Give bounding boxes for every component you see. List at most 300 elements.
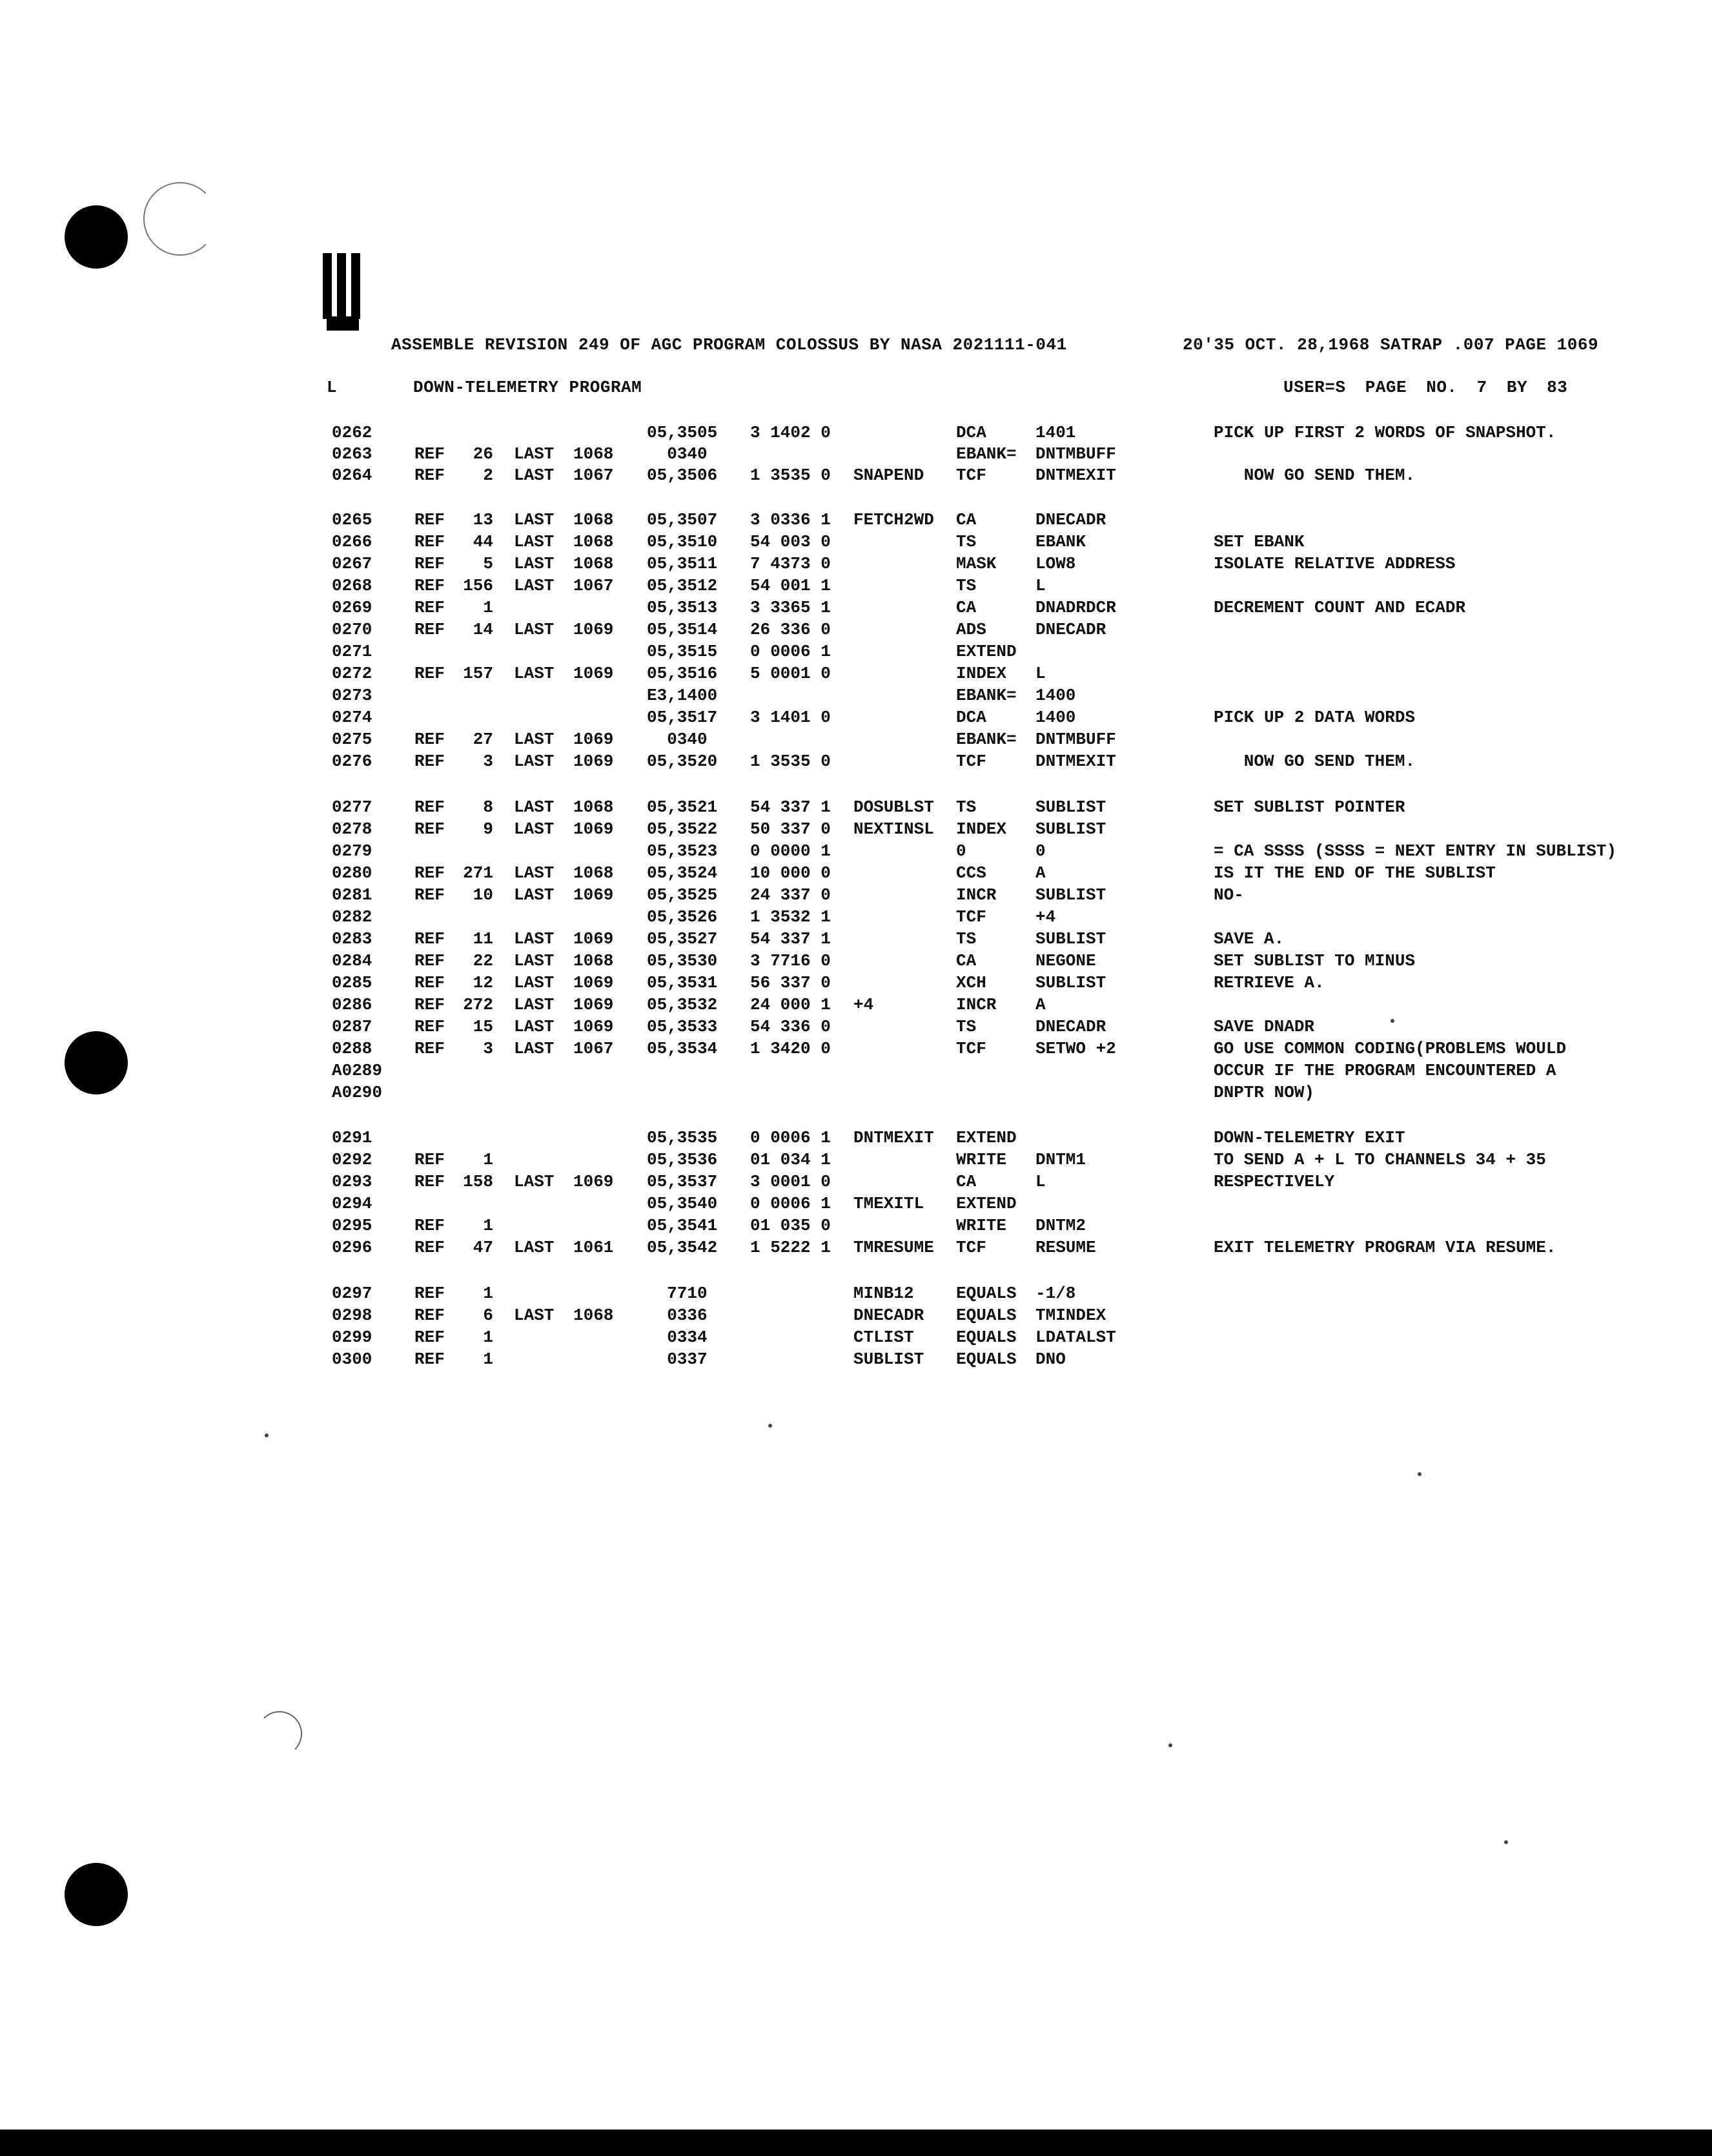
opcode: WRITE	[956, 1216, 1007, 1235]
operand: DNTMEXIT	[1035, 466, 1116, 485]
ref-count: 22	[473, 951, 493, 970]
line-number: 0298	[332, 1306, 372, 1325]
comment: RETRIEVE A.	[1214, 973, 1325, 992]
line-number: A0289	[332, 1061, 383, 1080]
line-number: 0286	[332, 995, 372, 1014]
octal-word: 5 0001 0	[750, 664, 831, 683]
opcode: EBANK=	[956, 730, 1017, 749]
ref-keyword: REF	[414, 1150, 445, 1169]
line-number: 0275	[332, 730, 372, 749]
ref-keyword: REF	[414, 1172, 445, 1191]
operand: -1/8	[1035, 1284, 1076, 1303]
address: 0340	[647, 444, 708, 464]
operand: LOW8	[1035, 554, 1076, 573]
opcode: 0	[956, 841, 966, 861]
octal-word: 7 4373 0	[750, 554, 831, 573]
ref-keyword: REF	[414, 466, 445, 485]
opcode: EBANK=	[956, 686, 1017, 705]
operand: DNTMEXIT	[1035, 752, 1116, 771]
line-number: 0266	[332, 532, 372, 551]
opcode: CCS	[956, 863, 986, 883]
octal-word: 1 3535 0	[750, 466, 831, 485]
last-keyword: LAST	[514, 620, 555, 639]
last-page: 1069	[573, 730, 614, 749]
opcode: XCH	[956, 973, 986, 992]
octal-word: 1 3535 0	[750, 752, 831, 771]
ref-count: 3	[483, 752, 493, 771]
ref-count: 156	[463, 576, 493, 595]
date-page-header: 20'35 OCT. 28,1968 SATRAP .007 PAGE 1069	[1183, 335, 1599, 354]
line-number: 0294	[332, 1194, 372, 1213]
ref-count: 5	[483, 554, 493, 573]
comment: OCCUR IF THE PROGRAM ENCOUNTERED A	[1214, 1061, 1556, 1080]
opcode: INCR	[956, 995, 997, 1014]
opcode: TS	[956, 797, 977, 817]
opcode: WRITE	[956, 1150, 1007, 1169]
punch-hole-top	[65, 205, 128, 269]
label: FETCH2WD	[853, 510, 934, 529]
line-number: 0296	[332, 1238, 372, 1257]
last-keyword: LAST	[514, 1172, 555, 1191]
comment: = CA SSSS (SSSS = NEXT ENTRY IN SUBLIST)	[1214, 841, 1617, 861]
comment: EXIT TELEMETRY PROGRAM VIA RESUME.	[1214, 1238, 1556, 1257]
address: 05,3526	[647, 907, 718, 927]
scan-speck	[1418, 1472, 1422, 1476]
address: 05,3513	[647, 598, 718, 617]
last-page: 1068	[573, 554, 614, 573]
address: 0340	[647, 730, 708, 749]
user-page-info: USER=S PAGE NO. 7 BY 83	[1283, 378, 1568, 397]
octal-word: 01 035 0	[750, 1216, 831, 1235]
opcode: EQUALS	[956, 1350, 1017, 1369]
last-page: 1069	[573, 819, 614, 839]
operand: SUBLIST	[1035, 819, 1106, 839]
line-number: 0264	[332, 466, 372, 485]
address: 05,3532	[647, 995, 718, 1014]
opcode: EXTEND	[956, 1128, 1017, 1147]
octal-word: 54 001 1	[750, 576, 831, 595]
last-keyword: LAST	[514, 863, 555, 883]
line-number: 0272	[332, 664, 372, 683]
opcode: EQUALS	[956, 1284, 1017, 1303]
operand: DNTMBUFF	[1035, 730, 1116, 749]
octal-word: 54 337 1	[750, 929, 831, 949]
ref-keyword: REF	[414, 510, 445, 529]
octal-word: 0 0000 1	[750, 841, 831, 861]
last-page: 1069	[573, 1172, 614, 1191]
octal-word: 01 034 1	[750, 1150, 831, 1169]
line-number: 0278	[332, 819, 372, 839]
last-page: 1068	[573, 532, 614, 551]
octal-word: 3 1401 0	[750, 708, 831, 727]
scan-speck	[768, 1424, 772, 1428]
line-number: 0291	[332, 1128, 372, 1147]
operand: DNECADR	[1035, 620, 1106, 639]
address: 05,3515	[647, 642, 718, 661]
ref-count: 1	[483, 1216, 493, 1235]
scan-speck	[1391, 1019, 1394, 1023]
line-number: 0282	[332, 907, 372, 927]
punch-ring-outline	[143, 182, 217, 256]
address: 0337	[647, 1350, 708, 1369]
ref-keyword: REF	[414, 1017, 445, 1036]
operand: L	[1035, 664, 1046, 683]
operand: NEGONE	[1035, 951, 1096, 970]
line-number: 0284	[332, 951, 372, 970]
ref-keyword: REF	[414, 576, 445, 595]
last-page: 1069	[573, 752, 614, 771]
last-page: 1069	[573, 664, 614, 683]
operand: DNECADR	[1035, 1017, 1106, 1036]
operand: L	[1035, 576, 1046, 595]
opcode: EXTEND	[956, 642, 1017, 661]
operand: DNTMBUFF	[1035, 444, 1116, 464]
opcode: MASK	[956, 554, 997, 573]
operand: EBANK	[1035, 532, 1086, 551]
line-number: 0267	[332, 554, 372, 573]
opcode: CA	[956, 510, 977, 529]
opcode: TS	[956, 1017, 977, 1036]
octal-word: 1 3420 0	[750, 1039, 831, 1058]
opcode: DCA	[956, 708, 986, 727]
ref-count: 10	[473, 885, 493, 905]
opcode: EXTEND	[956, 1194, 1017, 1213]
last-keyword: LAST	[514, 664, 555, 683]
comment: ISOLATE RELATIVE ADDRESS	[1214, 554, 1456, 573]
ref-keyword: REF	[414, 951, 445, 970]
last-page: 1069	[573, 995, 614, 1014]
last-keyword: LAST	[514, 1238, 555, 1257]
last-page: 1068	[573, 797, 614, 817]
line-number: 0293	[332, 1172, 372, 1191]
assembly-header: ASSEMBLE REVISION 249 OF AGC PROGRAM COLOSSUS BY NASA 2021111-041	[391, 335, 1067, 354]
ref-keyword: REF	[414, 730, 445, 749]
octal-word: 26 336 0	[750, 620, 831, 639]
scan-ring-mark	[257, 1711, 302, 1756]
address: 05,3512	[647, 576, 718, 595]
opcode: CA	[956, 598, 977, 617]
operand: L	[1035, 1172, 1046, 1191]
operand: 1400	[1035, 686, 1076, 705]
operand: DNTM1	[1035, 1150, 1086, 1169]
octal-word: 24 337 0	[750, 885, 831, 905]
ref-count: 6	[483, 1306, 493, 1325]
ref-count: 1	[483, 1284, 493, 1303]
ref-count: 13	[473, 510, 493, 529]
punch-hole-middle	[65, 1031, 128, 1094]
comment: SET SUBLIST TO MINUS	[1214, 951, 1416, 970]
ref-count: 2	[483, 466, 493, 485]
operand: SUBLIST	[1035, 885, 1106, 905]
ref-keyword: REF	[414, 1284, 445, 1303]
ref-count: 8	[483, 797, 493, 817]
line-number: 0300	[332, 1350, 372, 1369]
operand: 1400	[1035, 708, 1076, 727]
opcode: TS	[956, 576, 977, 595]
ref-count: 158	[463, 1172, 493, 1191]
octal-word: 50 337 0	[750, 819, 831, 839]
operand: 1401	[1035, 423, 1076, 442]
opcode: TCF	[956, 752, 986, 771]
ref-keyword: REF	[414, 1216, 445, 1235]
comment: SET EBANK	[1214, 532, 1305, 551]
ref-count: 12	[473, 973, 493, 992]
address: 05,3521	[647, 797, 718, 817]
address: 05,3542	[647, 1238, 718, 1257]
last-page: 1069	[573, 620, 614, 639]
ref-keyword: REF	[414, 532, 445, 551]
operand: LDATALST	[1035, 1328, 1116, 1347]
address: 05,3530	[647, 951, 718, 970]
line-number: 0287	[332, 1017, 372, 1036]
line-number: A0290	[332, 1083, 383, 1102]
ref-count: 15	[473, 1017, 493, 1036]
address: 05,3522	[647, 819, 718, 839]
address: 05,3505	[647, 423, 718, 442]
label: SUBLIST	[853, 1350, 924, 1369]
line-number: 0292	[332, 1150, 372, 1169]
ref-keyword: REF	[414, 1039, 445, 1058]
label: SNAPEND	[853, 466, 924, 485]
last-keyword: LAST	[514, 510, 555, 529]
ref-keyword: REF	[414, 819, 445, 839]
scan-speck	[1504, 1840, 1508, 1844]
punch-hole-bottom	[65, 1863, 128, 1926]
ref-keyword: REF	[414, 929, 445, 949]
address: 05,3516	[647, 664, 718, 683]
comment: RESPECTIVELY	[1214, 1172, 1335, 1191]
octal-word: 54 337 1	[750, 797, 831, 817]
operand: DNTM2	[1035, 1216, 1086, 1235]
line-number: 0269	[332, 598, 372, 617]
line-number: 0277	[332, 797, 372, 817]
ref-keyword: REF	[414, 863, 445, 883]
ref-count: 47	[473, 1238, 493, 1257]
address: 05,3534	[647, 1039, 718, 1058]
line-number: 0270	[332, 620, 372, 639]
operand: A	[1035, 863, 1046, 883]
operand: DNECADR	[1035, 510, 1106, 529]
last-keyword: LAST	[514, 466, 555, 485]
last-keyword: LAST	[514, 929, 555, 949]
octal-word: 3 0336 1	[750, 510, 831, 529]
last-page: 1069	[573, 885, 614, 905]
opcode: EQUALS	[956, 1328, 1017, 1347]
last-page: 1061	[573, 1238, 614, 1257]
opcode: INDEX	[956, 819, 1007, 839]
last-page: 1067	[573, 1039, 614, 1058]
address: E3,1400	[647, 686, 718, 705]
line-number: 0299	[332, 1328, 372, 1347]
line-number: 0280	[332, 863, 372, 883]
line-number: 0281	[332, 885, 372, 905]
line-number: 0268	[332, 576, 372, 595]
ref-keyword: REF	[414, 554, 445, 573]
ref-keyword: REF	[414, 1238, 445, 1257]
last-page: 1067	[573, 466, 614, 485]
octal-word: 3 7716 0	[750, 951, 831, 970]
ref-keyword: REF	[414, 885, 445, 905]
label: +4	[853, 995, 874, 1014]
address: 05,3540	[647, 1194, 718, 1213]
last-keyword: LAST	[514, 797, 555, 817]
address: 05,3525	[647, 885, 718, 905]
ref-count: 272	[463, 995, 493, 1014]
last-keyword: LAST	[514, 1017, 555, 1036]
octal-word: 54 003 0	[750, 532, 831, 551]
line-number: 0263	[332, 444, 372, 464]
address: 7710	[647, 1284, 708, 1303]
section-title: DOWN-TELEMETRY PROGRAM	[413, 378, 642, 397]
operand: RESUME	[1035, 1238, 1096, 1257]
opcode: INCR	[956, 885, 997, 905]
ref-count: 271	[463, 863, 493, 883]
address: 05,3517	[647, 708, 718, 727]
ref-keyword: REF	[414, 995, 445, 1014]
last-keyword: LAST	[514, 752, 555, 771]
line-number: 0295	[332, 1216, 372, 1235]
last-keyword: LAST	[514, 554, 555, 573]
label: DOSUBLST	[853, 797, 934, 817]
ref-keyword: REF	[414, 598, 445, 617]
last-keyword: LAST	[514, 885, 555, 905]
address: 0334	[647, 1328, 708, 1347]
address: 0336	[647, 1306, 708, 1325]
scan-bottom-edge	[0, 2130, 1712, 2156]
ref-count: 26	[473, 444, 493, 464]
last-keyword: LAST	[514, 973, 555, 992]
comment: SET SUBLIST POINTER	[1214, 797, 1405, 817]
opcode: TCF	[956, 1039, 986, 1058]
opcode: CA	[956, 1172, 977, 1191]
ref-count: 1	[483, 598, 493, 617]
last-page: 1068	[573, 863, 614, 883]
octal-word: 1 5222 1	[750, 1238, 831, 1257]
opcode: DCA	[956, 423, 986, 442]
line-number: 0297	[332, 1284, 372, 1303]
operand: +4	[1035, 907, 1056, 927]
operand: A	[1035, 995, 1046, 1014]
address: 05,3524	[647, 863, 718, 883]
octal-word: 3 0001 0	[750, 1172, 831, 1191]
line-number: 0273	[332, 686, 372, 705]
opcode: ADS	[956, 620, 986, 639]
ref-keyword: REF	[414, 973, 445, 992]
ref-count: 157	[463, 664, 493, 683]
last-keyword: LAST	[514, 995, 555, 1014]
opcode: TCF	[956, 907, 986, 927]
last-page: 1068	[573, 1306, 614, 1325]
ref-keyword: REF	[414, 444, 445, 464]
comment: SAVE DNADR	[1214, 1017, 1315, 1036]
address: 05,3536	[647, 1150, 718, 1169]
last-page: 1069	[573, 929, 614, 949]
last-page: 1069	[573, 973, 614, 992]
operand: DNADRDCR	[1035, 598, 1116, 617]
ref-keyword: REF	[414, 1350, 445, 1369]
last-keyword: LAST	[514, 576, 555, 595]
opcode: EBANK=	[956, 444, 1017, 464]
octal-word: 0 0006 1	[750, 642, 831, 661]
line-number: 0271	[332, 642, 372, 661]
label: DNTMEXIT	[853, 1128, 934, 1147]
octal-word: 0 0006 1	[750, 1194, 831, 1213]
comment: NO-	[1214, 885, 1244, 905]
operand: SUBLIST	[1035, 797, 1106, 817]
address: 05,3510	[647, 532, 718, 551]
opcode: TCF	[956, 1238, 986, 1257]
ref-count: 3	[483, 1039, 493, 1058]
ref-keyword: REF	[414, 752, 445, 771]
line-number: 0288	[332, 1039, 372, 1058]
address: 05,3520	[647, 752, 718, 771]
operand: SUBLIST	[1035, 973, 1106, 992]
last-keyword: LAST	[514, 951, 555, 970]
address: 05,3523	[647, 841, 718, 861]
last-keyword: LAST	[514, 819, 555, 839]
last-page: 1068	[573, 951, 614, 970]
ref-count: 1	[483, 1328, 493, 1347]
opcode: INDEX	[956, 664, 1007, 683]
octal-word: 3 1402 0	[750, 423, 831, 442]
ref-count: 14	[473, 620, 493, 639]
operand: 0	[1035, 841, 1046, 861]
address: 05,3527	[647, 929, 718, 949]
opcode: TS	[956, 532, 977, 551]
ref-keyword: REF	[414, 664, 445, 683]
ref-count: 44	[473, 532, 493, 551]
line-number: 0274	[332, 708, 372, 727]
comment: NOW GO SEND THEM.	[1214, 752, 1416, 771]
comment: IS IT THE END OF THE SUBLIST	[1214, 863, 1496, 883]
opcode: CA	[956, 951, 977, 970]
comment: TO SEND A + L TO CHANNELS 34 + 35	[1214, 1150, 1546, 1169]
operand: TMINDEX	[1035, 1306, 1106, 1325]
address: 05,3531	[647, 973, 718, 992]
opcode: EQUALS	[956, 1306, 1017, 1325]
octal-word: 0 0006 1	[750, 1128, 831, 1147]
address: 05,3507	[647, 510, 718, 529]
label: TMEXITL	[853, 1194, 924, 1213]
line-number: 0276	[332, 752, 372, 771]
last-page: 1068	[573, 510, 614, 529]
address: 05,3535	[647, 1128, 718, 1147]
opcode: TS	[956, 929, 977, 949]
label: CTLIST	[853, 1328, 914, 1347]
ref-count: 9	[483, 819, 493, 839]
address: 05,3511	[647, 554, 718, 573]
comment: GO USE COMMON CODING(PROBLEMS WOULD	[1214, 1039, 1567, 1058]
comment: NOW GO SEND THEM.	[1214, 466, 1416, 485]
comment: SAVE A.	[1214, 929, 1285, 949]
last-keyword: LAST	[514, 532, 555, 551]
address: 05,3537	[647, 1172, 718, 1191]
ref-keyword: REF	[414, 797, 445, 817]
last-keyword: LAST	[514, 1306, 555, 1325]
address: 05,3533	[647, 1017, 718, 1036]
octal-word: 54 336 0	[750, 1017, 831, 1036]
ref-count: 1	[483, 1350, 493, 1369]
octal-word: 56 337 0	[750, 973, 831, 992]
ref-count: 27	[473, 730, 493, 749]
ref-keyword: REF	[414, 620, 445, 639]
comment: PICK UP 2 DATA WORDS	[1214, 708, 1416, 727]
address: 05,3541	[647, 1216, 718, 1235]
ref-keyword: REF	[414, 1328, 445, 1347]
operand: SETWO +2	[1035, 1039, 1116, 1058]
octal-word: 3 3365 1	[750, 598, 831, 617]
line-number: 0279	[332, 841, 372, 861]
